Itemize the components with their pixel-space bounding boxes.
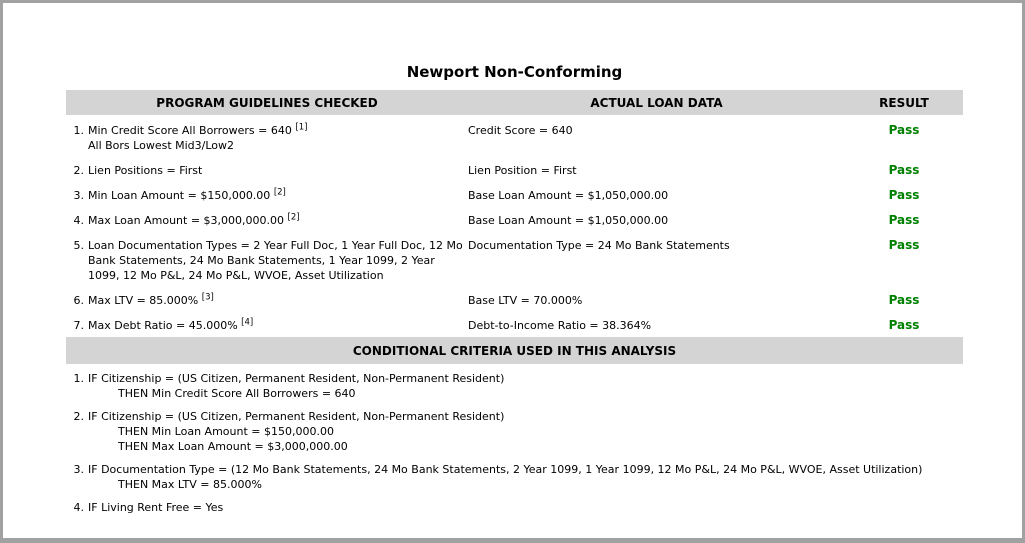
guideline-row	[66, 293, 963, 308]
pass-result: Pass	[888, 188, 920, 202]
footnote-ref: [1]	[295, 122, 308, 133]
guideline-cell	[66, 213, 468, 228]
actual-loan-data-text: Debt-to-Income Ratio = 38.364%	[468, 319, 652, 332]
criteria-condition: IF Citizenship = (US Citizen, Permanent Resident, Non-Permanent Resident)	[88, 372, 505, 385]
row-number: 5.	[73, 239, 84, 252]
actual-loan-data-text: Base LTV = 70.000%	[468, 294, 583, 307]
guideline-cell	[66, 318, 468, 333]
footnote-ref: [4]	[241, 317, 254, 328]
criteria-item	[66, 409, 963, 454]
footnote-ref: [3]	[201, 292, 214, 303]
criteria-then: THEN Min Credit Score All Borrowers = 640	[118, 387, 356, 400]
report-content	[66, 63, 963, 515]
actual-loan-data-text: Lien Position = First	[468, 164, 577, 177]
criteria-condition: IF Documentation Type = (12 Mo Bank Statements, 24 Mo Bank Statements, 2 Year 1099, 1 Year 1099, 12 Mo P&L, 24 Mo P&L, WVOE, Asset Utilization)	[88, 463, 923, 476]
guideline-row	[66, 163, 963, 178]
pass-result: Pass	[888, 238, 920, 252]
column-header-guidelines: PROGRAM GUIDELINES CHECKED	[156, 95, 378, 110]
guideline-row	[66, 188, 963, 203]
guideline-line: Min Credit Score All Borrowers = 640	[88, 124, 292, 137]
criteria-number: 1.	[73, 372, 84, 385]
row-number: 6.	[73, 294, 84, 307]
criteria-section-header-label: CONDITIONAL CRITERIA USED IN THIS ANALYSIS	[352, 343, 677, 358]
criteria-number: 4.	[73, 501, 84, 514]
row-number: 3.	[73, 189, 84, 202]
report-title: Newport Non-Conforming	[406, 63, 623, 81]
guideline-text	[84, 293, 468, 308]
criteria-then: THEN Min Loan Amount = $150,000.00	[118, 425, 334, 438]
criteria-item	[66, 462, 963, 492]
row-number: 7.	[73, 319, 84, 332]
actual-loan-data-text: Credit Score = 640	[468, 124, 573, 137]
pass-result: Pass	[888, 123, 920, 137]
column-header-result: RESULT	[879, 95, 929, 110]
guideline-line: Max LTV = 85.000%	[88, 294, 199, 307]
column-header-actual: ACTUAL LOAN DATA	[590, 95, 723, 110]
guideline-text	[84, 238, 468, 283]
actual-loan-data-text: Base Loan Amount = $1,050,000.00	[468, 214, 669, 227]
criteria-then: THEN Max Loan Amount = $3,000,000.00	[118, 440, 348, 453]
guideline-line: Lien Positions = First	[88, 164, 203, 177]
guidelines-table-header	[66, 90, 963, 115]
guideline-text	[84, 318, 468, 333]
criteria-item	[66, 371, 963, 401]
criteria-body	[84, 462, 963, 492]
guideline-row	[66, 213, 963, 228]
footnote-ref: [2]	[287, 212, 300, 223]
guideline-text	[84, 188, 468, 203]
criteria-condition: IF Citizenship = (US Citizen, Permanent Resident, Non-Permanent Resident)	[88, 410, 505, 423]
criteria-condition: IF Living Rent Free = Yes	[88, 501, 224, 514]
pass-result: Pass	[888, 163, 920, 177]
actual-loan-data-text: Base Loan Amount = $1,050,000.00	[468, 189, 669, 202]
criteria-number: 2.	[73, 410, 84, 423]
pass-result: Pass	[888, 318, 920, 332]
criteria-body	[84, 371, 963, 401]
footnote-ref: [2]	[273, 187, 286, 198]
guideline-text	[84, 213, 468, 228]
guideline-row	[66, 123, 963, 153]
guideline-line: Loan Documentation Types = 2 Year Full Doc, 1 Year Full Doc, 12 Mo Bank Statements, 24 Mo Bank Statements, 1 Year 1099, 2 Year 1099, 12 Mo P&L, 24 Mo P&L, WVOE, Asset Utilization	[88, 239, 463, 282]
criteria-number: 3.	[73, 463, 84, 476]
criteria-item	[66, 500, 963, 515]
guideline-cell	[66, 188, 468, 203]
guideline-cell	[66, 293, 468, 308]
guideline-cell	[66, 123, 468, 153]
guideline-line: Max Loan Amount = $3,000,000.00	[88, 214, 285, 227]
guideline-subtext: All Bors Lowest Mid3/Low2	[88, 139, 235, 152]
guideline-row	[66, 318, 963, 333]
pass-result: Pass	[888, 213, 920, 227]
guideline-line: Max Debt Ratio = 45.000%	[88, 319, 238, 332]
criteria-body	[84, 500, 963, 515]
guideline-text	[84, 163, 468, 178]
criteria-then: THEN Max LTV = 85.000%	[118, 478, 262, 491]
guideline-row	[66, 238, 963, 283]
criteria-section-header	[66, 337, 963, 364]
guideline-cell	[66, 163, 468, 178]
guideline-cell	[66, 238, 468, 283]
row-number: 2.	[73, 164, 84, 177]
row-number: 4.	[73, 214, 84, 227]
row-number: 1.	[73, 124, 84, 137]
actual-loan-data-text: Documentation Type = 24 Mo Bank Statements	[468, 239, 730, 252]
guideline-line: Min Loan Amount = $150,000.00	[88, 189, 271, 202]
criteria-body	[84, 409, 963, 454]
guideline-text	[84, 123, 468, 153]
pass-result: Pass	[888, 293, 920, 307]
